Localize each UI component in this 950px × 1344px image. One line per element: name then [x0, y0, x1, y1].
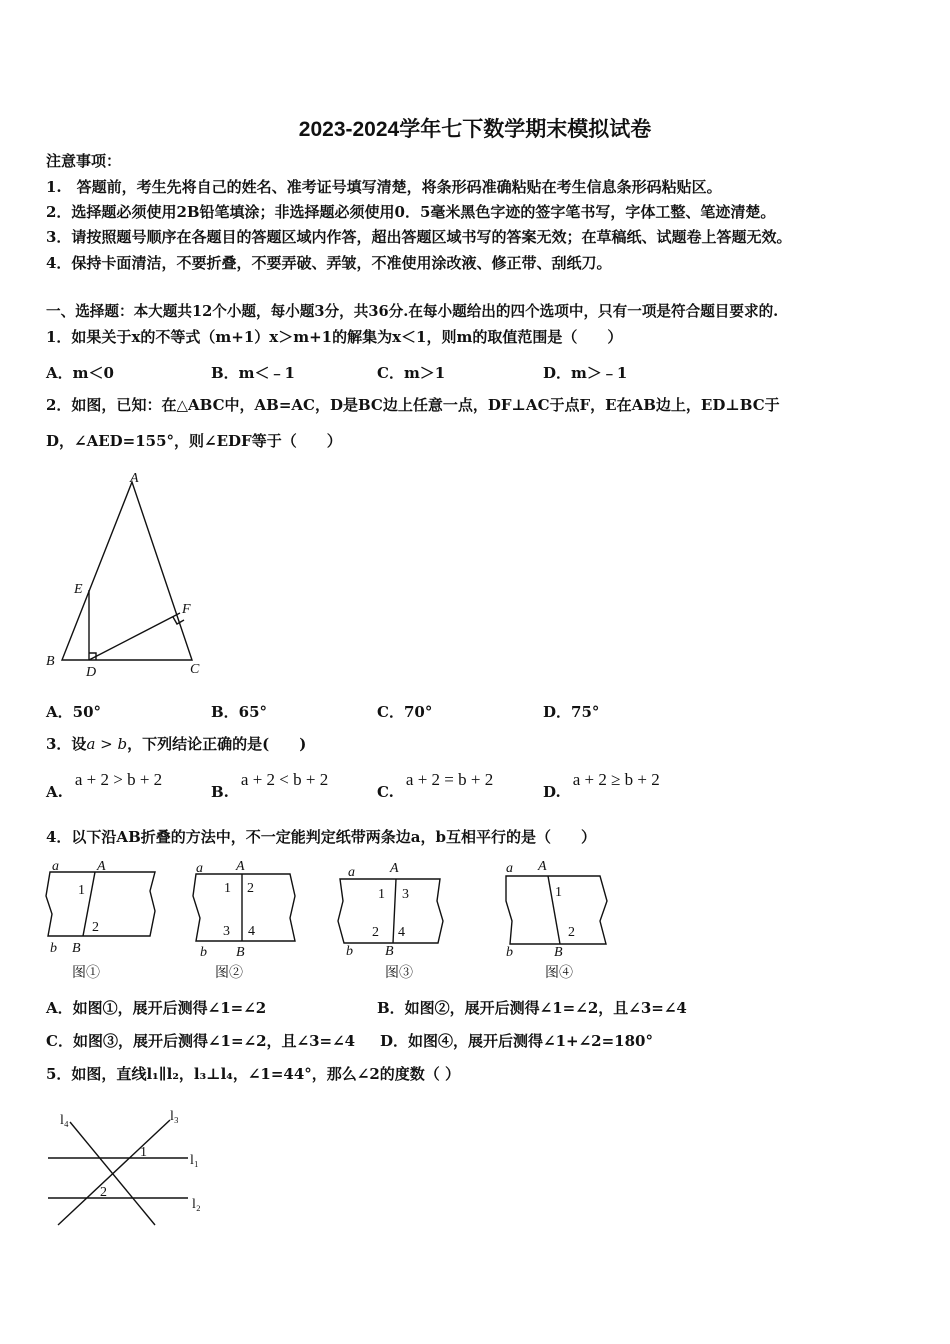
question-5-stem: 5．如图，直线l₁∥l₂，l₃⊥l₄，∠1=44°，那么∠2的度数（ ）: [46, 1065, 461, 1083]
label-c: C: [190, 662, 200, 677]
q2-option-c: C．70°: [377, 703, 433, 721]
q4-option-b: B．如图②，展开后测得∠1=∠2，且∠3=∠4: [377, 999, 687, 1017]
svg-text:A: A: [236, 859, 245, 874]
question-1-stem: 1．如果关于x的不等式（m+1）x＞m+1的解集为x＜1，则m的取值范围是（ ）: [46, 328, 623, 346]
notes-heading: 注意事项：: [46, 152, 122, 170]
svg-text:A: A: [390, 861, 399, 876]
question-3-stem: [46, 735, 306, 753]
note-item: 4．保持卡面清洁，不要折叠，不要弄破、弄皱，不准使用涂改液、修正带、刮纸刀。: [46, 254, 612, 272]
fig1-caption: 图①: [72, 966, 100, 981]
q1-option-a: A．m＜0: [46, 364, 114, 382]
note-item: 1. 答题前，考生先将自己的姓名、准考证号填写清楚，将条形码准确粘贴在考生信息条形码粘贴区。: [46, 178, 722, 196]
q3-stem-math: a > b: [86, 735, 128, 753]
note-item: 2．选择题必须使用2B铅笔填涂；非选择题必须使用0．5毫米黑色字迹的签字笔书写，字体工整、笔迹清楚。: [46, 203, 776, 221]
label-d: D: [86, 665, 97, 680]
svg-text:2: 2: [568, 925, 575, 940]
svg-text:b: b: [50, 941, 57, 956]
svg-text:a: a: [52, 859, 59, 874]
svg-text:b: b: [346, 944, 353, 959]
label-a: A: [130, 471, 139, 486]
section-heading: 一、选择题：本大题共12个小题，每小题3分，共36分.在每小题给出的四个选项中，只有一项是符合题目要求的.: [46, 303, 779, 320]
svg-text:1: 1: [555, 885, 562, 900]
svg-text:1: 1: [224, 881, 231, 896]
note-item: 3．请按照题号顺序在各题目的答题区域内作答，超出答题区域书写的答案无效；在草稿纸、试题卷上答题无效。: [46, 228, 792, 246]
q4-option-d: D．如图④，展开后测得∠1+∠2=180°: [380, 1032, 653, 1050]
svg-text:A: A: [538, 859, 547, 874]
svg-text:a: a: [506, 861, 513, 876]
svg-text:2: 2: [247, 881, 254, 896]
q3-option-c: C.a + 2 = b + 2: [377, 770, 494, 801]
fig4-caption: 图④: [545, 966, 573, 981]
label-e: E: [74, 582, 83, 597]
fig3-caption: 图③: [385, 966, 413, 981]
svg-text:B: B: [236, 945, 245, 960]
svg-text:b: b: [200, 945, 207, 960]
q2-option-b: B．65°: [211, 703, 268, 721]
svg-text:B: B: [385, 944, 394, 959]
svg-text:l₂: l₂: [192, 1197, 201, 1212]
svg-text:l₃: l₃: [170, 1109, 179, 1124]
fig2-caption: 图②: [215, 966, 243, 981]
svg-text:B: B: [72, 941, 81, 956]
q3-option-a: A.a + 2 > b + 2: [46, 770, 163, 801]
svg-text:B: B: [554, 945, 563, 960]
page-title: 2023-2024学年七下数学期末模拟试卷: [298, 118, 652, 141]
label-f: F: [182, 602, 191, 617]
svg-text:3: 3: [223, 924, 230, 939]
q2-option-d: D．75°: [543, 703, 600, 721]
q3-stem-post: ，下列结论正确的是( ): [127, 735, 307, 753]
q3-stem-pre: 3．设: [46, 735, 87, 753]
question-2-stem-cont: D，∠AED=155°，则∠EDF等于（ ）: [46, 432, 342, 450]
svg-text:b: b: [506, 945, 513, 960]
svg-text:l₁: l₁: [190, 1153, 199, 1168]
svg-text:3: 3: [402, 887, 409, 902]
svg-text:1: 1: [140, 1145, 147, 1160]
q3-option-d: D.a + 2 ≥ b + 2: [543, 770, 660, 801]
parallel-lines-figure: [40, 1100, 230, 1235]
svg-text:l₄: l₄: [60, 1113, 69, 1128]
label-b: B: [46, 654, 55, 669]
svg-text:2: 2: [100, 1185, 107, 1200]
q1-option-b: B．m＜﹣1: [211, 364, 295, 382]
svg-text:A: A: [97, 859, 106, 874]
svg-text:2: 2: [372, 925, 379, 940]
svg-text:2: 2: [92, 920, 99, 935]
question-4-stem: 4．以下沿AB折叠的方法中，不一定能判定纸带两条边a，b互相平行的是（ ）: [46, 828, 596, 846]
svg-text:1: 1: [378, 887, 385, 902]
svg-text:4: 4: [248, 924, 255, 939]
svg-text:a: a: [348, 865, 355, 880]
svg-text:4: 4: [398, 925, 405, 940]
svg-text:a: a: [196, 861, 203, 876]
q1-option-d: D．m＞﹣1: [543, 364, 628, 382]
q4-option-c: C．如图③，展开后测得∠1=∠2，且∠3=∠4: [46, 1032, 356, 1050]
q4-option-a: A．如图①，展开后测得∠1=∠2: [46, 999, 267, 1017]
folding-figures: [40, 856, 640, 986]
q1-option-c: C．m＞1: [377, 364, 446, 382]
q3-option-b: B.a + 2 < b + 2: [211, 770, 329, 801]
question-2-stem: 2．如图，已知：在△ABC中，AB=AC，D是BC边上任意一点，DF⊥AC于点F，E在AB边上，ED⊥BC于: [46, 396, 780, 414]
triangle-figure: [40, 468, 220, 683]
svg-text:1: 1: [78, 883, 85, 898]
q2-option-a: A．50°: [46, 703, 102, 721]
